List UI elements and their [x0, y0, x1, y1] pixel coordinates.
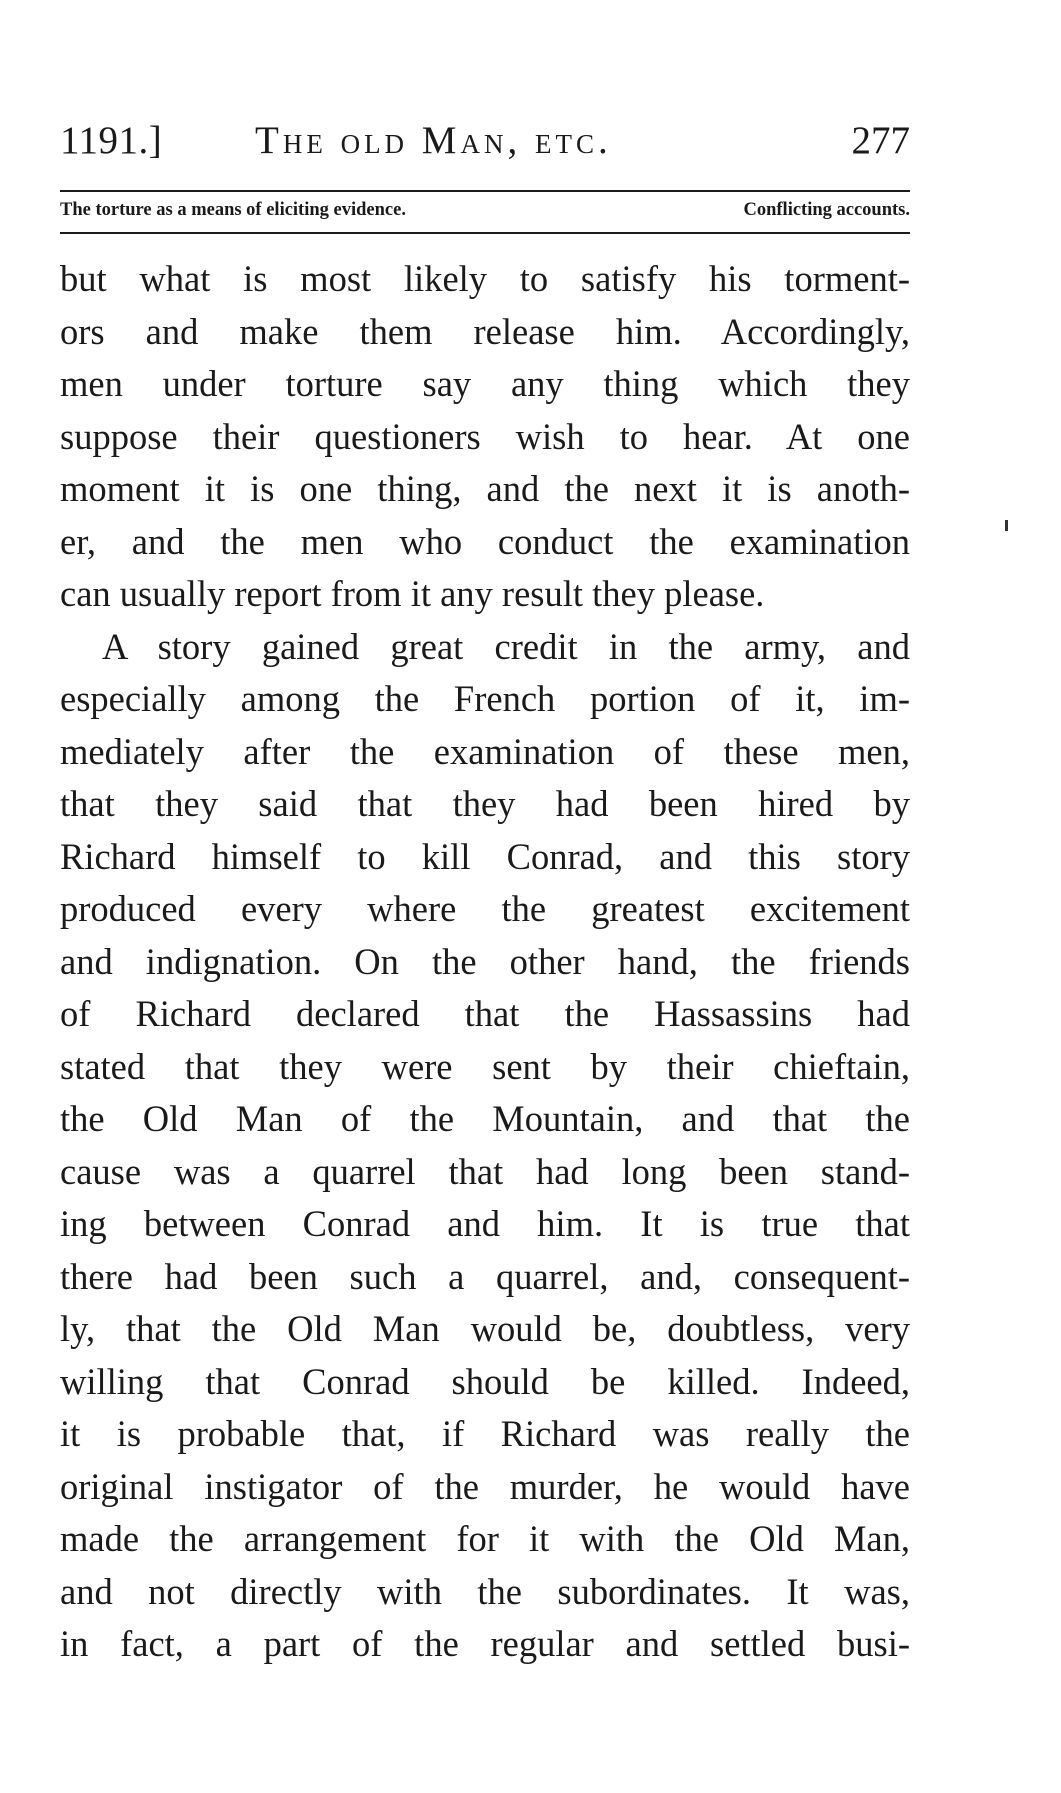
text-line: original instigator of the murder, he would have: [60, 1465, 910, 1507]
page-number: 277: [851, 119, 910, 162]
text-line: especially among the French portion of it, im-: [60, 678, 910, 719]
text-line: made the arrangement for it with the Old Man,: [60, 1518, 910, 1559]
text-line: it is probable that, if Richard was really the: [60, 1413, 910, 1454]
text-line: produced every where the greatest excitement: [60, 888, 910, 929]
running-head-year: 1191.]: [60, 119, 163, 162]
body-text: [60, 253, 910, 1671]
text-line: can usually report from it any result they please.: [60, 573, 765, 614]
text-line: there had been such a quarrel, and, consequent-: [60, 1255, 910, 1297]
side-note-left: The torture as a means of eliciting evidence.: [60, 200, 406, 220]
text-line: of Richard declared that the Hassassins had: [60, 993, 910, 1034]
text-line: in fact, a part of the regular and settled busi-: [60, 1623, 910, 1664]
text-line: men under torture say any thing which they: [60, 363, 910, 404]
running-head-title: The old Man, etc.: [255, 119, 612, 162]
text-line: and not directly with the subordinates. It was,: [60, 1570, 910, 1612]
text-line: stated that they were sent by their chieftain,: [60, 1045, 910, 1087]
text-line: A story gained great credit in the army, and: [102, 625, 910, 667]
side-notes: [60, 200, 910, 228]
text-line: willing that Conrad should be killed. Indeed,: [60, 1360, 910, 1402]
text-line: Richard himself to kill Conrad, and this story: [60, 835, 910, 877]
text-line: moment it is one thing, and the next it is anoth-: [60, 468, 910, 509]
text-line: and indignation. On the other hand, the friends: [60, 940, 910, 982]
text-line: mediately after the examination of these men,: [60, 730, 910, 772]
text-line: but what is most likely to satisfy his torment-: [60, 258, 910, 299]
text-line: cause was a quarrel that had long been stand-: [60, 1150, 910, 1192]
text-line: suppose their questioners wish to hear. At one: [60, 415, 910, 457]
text-line: ors and make them release him. Accordingly,: [60, 310, 910, 352]
margin-speck: [1005, 520, 1008, 531]
text-line: ing between Conrad and him. It is true that: [60, 1203, 910, 1244]
text-line: that they said that they had been hired by: [60, 783, 910, 824]
text-line: er, and the men who conduct the examination: [60, 520, 910, 562]
side-note-right: Conflicting accounts.: [743, 200, 910, 220]
header-rule-top: [60, 190, 910, 192]
text-line: ly, that the Old Man would be, doubtless, very: [60, 1308, 910, 1349]
running-head: [60, 118, 910, 178]
text-line: the Old Man of the Mountain, and that the: [60, 1098, 910, 1139]
header-rule-bottom: [60, 232, 910, 234]
